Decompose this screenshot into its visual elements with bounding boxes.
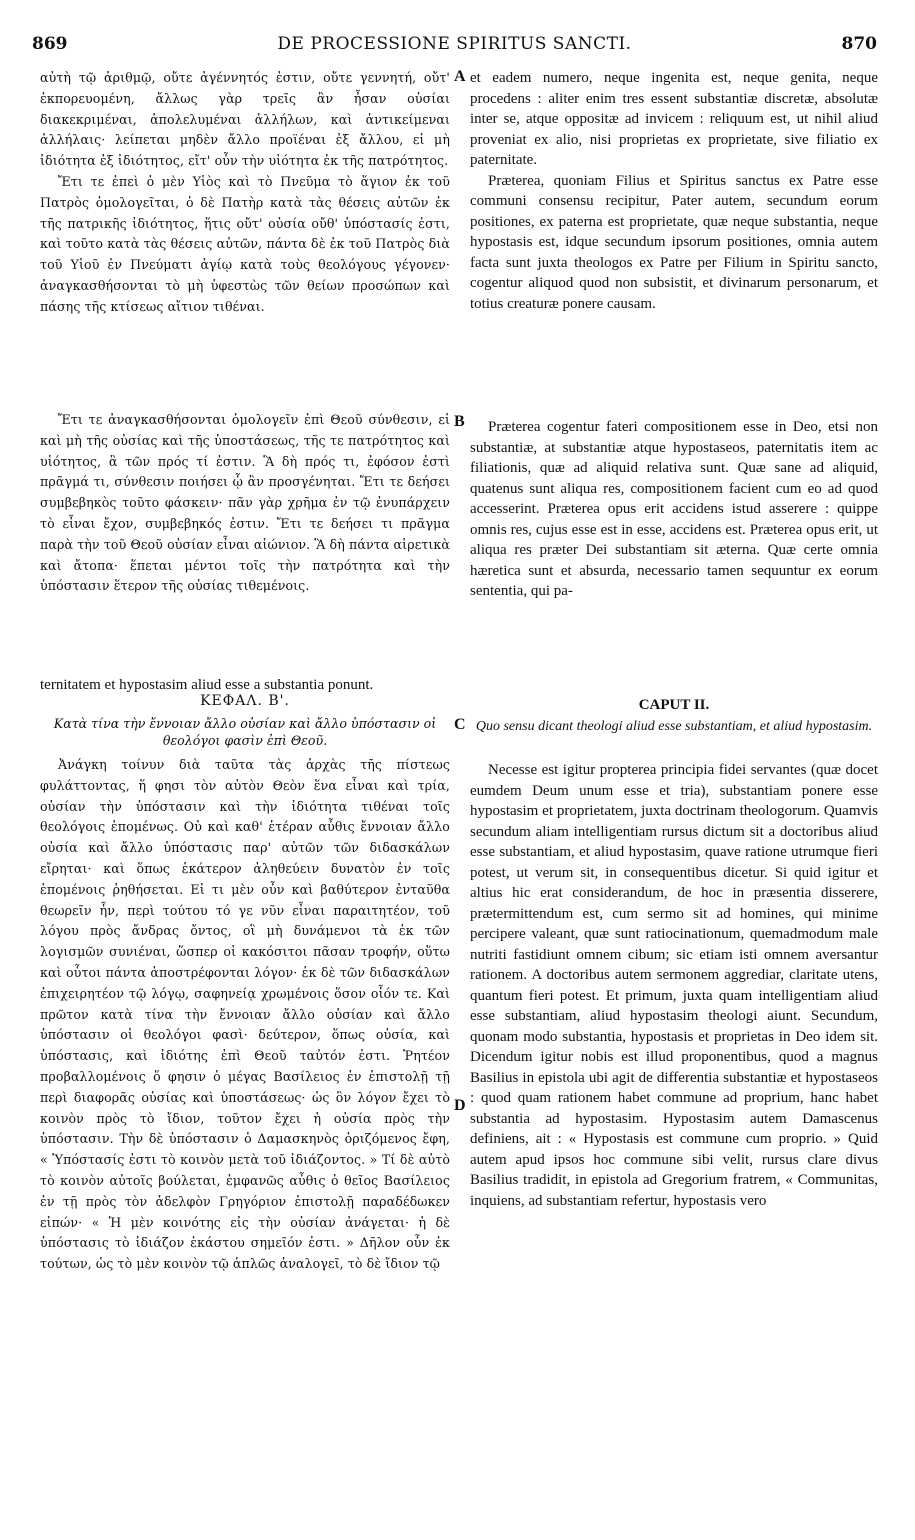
greek-column-top bbox=[40, 68, 450, 318]
latin-paragraph: Præterea cogentur fateri compositionem esse in Deo, etsi non substantiæ, at substantiæ atque hypostaseos, paternitatis item ac filiationis, quæ ad aliquid relativa sunt. Quæ sane ad aliquid, quatenus sunt aliqua res, compositionem facient cum eo ad quod accesserint. Præterea opus erit accidens istud asserere : quippe omnis res, cujus esse est in esse, accidens est. Præterea opus erit, ut aliqua res præter Dei substantiam sit æterna. Quæ certe omnia hæretica sunt et absurda, necessario tamen sequuntur ex eorum sententia, qui pa- bbox=[470, 419, 878, 599]
chapter-subtitle-greek: Κατὰ τίνα τὴν ἔννοιαν ἄλλο οὐσίαν καὶ ἄλλο ὑπόστασιν οἱ θεολόγοι φασὶν ἐπὶ Θεοῦ. bbox=[53, 716, 437, 748]
margin-letter-a: A bbox=[454, 68, 466, 85]
margin-letter-d: D bbox=[454, 1097, 466, 1114]
margin-letter-c: C bbox=[454, 716, 466, 733]
chapter-heading-latin: CAPUT II. bbox=[638, 697, 710, 713]
margin-letter-b: B bbox=[454, 413, 465, 430]
greek-paragraph: Ἔτι τε ἐπεὶ ὁ μὲν Υἱὸς καὶ τὸ Πνεῦμα τὸ ἅγιον ἐκ τοῦ Πατρὸς ὁμολογεῖται, ὁ δὲ Πατὴρ κατὰ τὰς θέσεις αὐτῶν ἐκ τῆς πατρικῆς ἰδιότητος, ἥτις οὔτ' οὐσία οὔθ' ὑπόστασίς ἐστι, καὶ τοῦτο κατὰ τὰς θέσεις αὐτῶν, πάντα δὲ ἐκ τοῦ Πατρὸς διὰ τοῦ Υἱοῦ ἐν Πνεύματι ἁγίῳ κατὰ τοὺς θεολόγους γέγονεν· ἀναγκασθήσονται τὸ μὴ ὑφεστὼς τῶν θείων προσώπων καὶ πάσης τῆς κτίσεως αἴτιον τιθέναι. bbox=[40, 173, 450, 314]
latin-column-middle bbox=[470, 417, 878, 602]
running-title: DE PROCESSIONE SPIRITUS SANCTI. bbox=[277, 34, 632, 54]
page-number-left: 869 bbox=[32, 34, 68, 54]
chapter-subtitle-latin: Quo sensu dicant theologi aliud esse substantiam, et aliud hypostasim. bbox=[475, 719, 873, 734]
greek-paragraph: Ἔτι τε ἀναγκασθήσονται ὁμολογεῖν ἐπὶ Θεοῦ σύνθεσιν, εἰ καὶ μὴ τῆς οὐσίας καὶ τῆς ὑποστάσεως, τῆς τε πατρότητος καὶ υἱότητος, ἃ τῶν πρός τί ἐστιν. Ἃ δὴ πρός τι, ἐφόσον ἐστὶ πρᾶγμά τι, σύνθεσιν ποιήσει ᾧ ἂν προσγένηται. Ἔτι τε δεήσει συμβεβηκὸς τοῦτο φάσκειν· πᾶν γὰρ χρῆμα ἐν τῷ ἐνυπάρχειν τὸ εἶναι ἔχον, συμβεβηκός ἐστιν. Ἔτι τε δεήσει τι πρᾶγμα παρὰ τὴν τοῦ Θεοῦ οὐσίαν εἶναι αἰώνιον. Ἃ δὴ πάντα αἱρετικὰ καὶ ἄτοπα· ἕπεται μέντοι τοῖς τὴν πατρότητα καὶ τὴν ὑπόστασιν ἕτερον τῆς οὐσίας τιθεμένοις. bbox=[40, 412, 450, 594]
latin-column-top bbox=[470, 68, 878, 314]
page-number-right: 870 bbox=[841, 34, 877, 54]
latin-continuation-line: ternitatem et hypostasim aliud esse a substantia ponunt. bbox=[40, 677, 374, 693]
greek-column-bottom bbox=[40, 755, 450, 1275]
latin-column-bottom bbox=[470, 760, 878, 1211]
greek-paragraph: αὐτὴ τῷ ἀριθμῷ, οὔτε ἀγέννητός ἐστιν, οὔτε γεννητή, οὔτ' ἐκπορευομένη, ἄλλως γὰρ τρεῖς ἂν ἦσαν οὐσίαι διακεκριμέναι, ἀπολελυμέναι ἀλλήλων, καὶ ἀντικείμεναι ἀλλήλαις· λείπεται μηδὲν ἄλλο προϊέναι ἐξ ἄλλου, εἰ μὴ ἰδιότητα ἐξ ἰδιότητος, εἴτ' οὖν τὴν υἱότητα ἐκ τῆς πατρότητος. bbox=[40, 70, 450, 169]
greek-column-middle bbox=[40, 410, 450, 597]
latin-paragraph: Necesse est igitur propterea principia fidei servantes (quæ docet eumdem Deum unum esse et tria), substantiam ponere esse hypostasim et proprietatem, juxta doctrinam theologorum. Quamvis secundum aliam intelligentiam rursus dictum sit a doctoribus aliud esse substantiam, et aliud hypostasim, quave ratione utrumque fieri potest, ut verum sit, in consequentibus dicetur. Si quid igitur et altius hic erat considerandum, de hoc in præsentia disserere, prætermittendum est, cum sermo sit ad homines, qui minime percipere valeant, quæ sunt ratiocinationum, quemadmodum male nutriti fastidiunt omnem cibum; sic etiam isti omnem aversantur rationem. A doctoribus autem sermonem aggrediar, claritate utens, quantum fieri potest. Et primum, juxta quam intelligentiam aliud esse substantiam, aliud hypostasim theologi aiunt. Secundum, quonam modo substantia, hypostasis et proprietas in Deo idem sit. Dicendum igitur nobis est illud proponentibus, quod a magnus Basilius in epistola ubi agit de differentia substantiæ et hypostaseos : quod quam rationem habet commune ad proprium, hanc habet substantia ad hypostasim. Hypostasim autem Damascenus definiens, ait : « Hypostasis est commune cum proprio. » Quid autem apud ipsos hoc commune sibi velit, rursus clare divus Basilius tradidit, in epistola ad Gregorium fratrem, « Communitas, inquiens, ad substantiam refertur, hypostasis vero bbox=[470, 762, 878, 1209]
latin-paragraph: Præterea, quoniam Filius et Spiritus sanctus ex Patre esse communi consensu recipitur, Pater autem, secundum eorum positiones, ex paterna est proprietate, quæ neque substantia, neque hypostasis est, idque secundum ipsorum positiones, omnia autem facta sunt juxta theologos ex Patre per Filium in Spiritu sancto, cogentur aliquod quod non subsistit, et divinarum personarum, et totius creaturæ ponere causam. bbox=[470, 172, 878, 312]
running-header bbox=[32, 34, 877, 62]
latin-paragraph: et eadem numero, neque ingenita est, neque genita, neque procedens : aliter enim tres essent substantiæ discretæ, absolutæ inter se, atque oppositæ ad invicem : reliquum est, ut nihil aliud proveniat ex alio, nisi proprietas ex proprietate, sive filiatio ex paternitate. bbox=[470, 70, 878, 168]
chapter-heading-greek: ΚΕΦΑΛ. Β'. bbox=[200, 693, 290, 709]
greek-paragraph: Ἀνάγκη τοίνυν διὰ ταῦτα τὰς ἀρχὰς τῆς πίστεως φυλάττοντας, ἥ φησι τὸν αὐτὸν Θεὸν ἕνα εἶναι καὶ τρία, οὐσίαν τὴν ὑπόστασιν καὶ τὴν ἰδιότητα τιθέναι τοῖς θεολόγοις ἑπομένως. Οὐ καὶ καθ' ἑτέραν αὖθις ἔννοιαν ἄλλο οὐσία καὶ ἄλλο ὑπόστασις παρ' αὐτῶν τῶν διδασκάλων εἴρηται· καὶ ὅπως ἑκάτερον ἀληθεύειν δυνατὸν ἐν τοῖς ἑπομένοις ῥηθήσεται. Εἰ τι μὲν οὖν καὶ βαθύτερον ἐνταῦθα θεωρεῖν ἦν, περὶ τούτου τό γε νῦν εἶναι παραιτητέον, τοῦ λόγου πρὸς ἄνδρας ὄντος, οἳ μὴ δυνάμενοι τὰ ἐκ τῶν λογισμῶν συνιέναι, ὥσπερ οἱ κακόσιτοι πᾶσαν τροφήν, οὕτω καὶ οὗτοι πάντα ἀποστρέφονται λόγον· ἐκ δὲ τῶν διδασκάλων ἐπιχειρητέον τῷ λόγῳ, σαφηνείᾳ χρωμένοις ὅσον οἷόν τε. Καὶ πρῶτον κατὰ τίνα τὴν ἔννοιαν ἄλλο οὐσίαν καὶ ἄλλο ὑπόστασιν οἱ θεολόγοι φασὶ· δεύτερον, ὅπως οὐσία, καὶ ὑπόστασις, καὶ ἰδιότης ἐπὶ Θεοῦ ταὐτόν ἐστι. Ῥητέον προβαλλομένοις ὅ φησιν ὁ μέγας Βασίλειος ἐν ἐπιστολῇ τῇ περὶ διαφορᾶς οὐσίας καὶ ὑποστάσεως· ὡς ὃν λόγον ἔχει τὸ κοινὸν πρὸς τὸ ἴδιον, τοῦτον ἔχει ἡ οὐσία πρὸς τὴν ὑπόστασιν. Τὴν δὲ ὑπόστασιν ὁ Δαμασκηνὸς ὁριζόμενος ἔφη, « Ὑπόστασίς ἐστι τὸ κοινὸν μετὰ τοῦ ἰδιάζοντος. » Τί δὲ αὐτὸ τὸ κοινὸν αὐτοῖς βούλεται, ἐμφανῶς αὖθις ὁ θεῖος Βασίλειος ἐν τῇ πρὸς τὸν ἀδελφὸν Γρηγόριον ἐπιστολῇ παραδέδωκεν εἰπών· « Ἡ μὲν κοινότης εἰς τὴν οὐσίαν ἀνάγεται· ἡ δὲ ὑπόστασις τὸ ἰδιάζον ἑκάστου σημεῖόν ἐστι. » Δῆλον οὖν ἐκ τούτων, ὡς τὸ μὲν κοινὸν τῷ ἁπλῶς ἀναλογεῖ, τὸ δὲ ἴδιον τῷ bbox=[40, 757, 450, 1272]
